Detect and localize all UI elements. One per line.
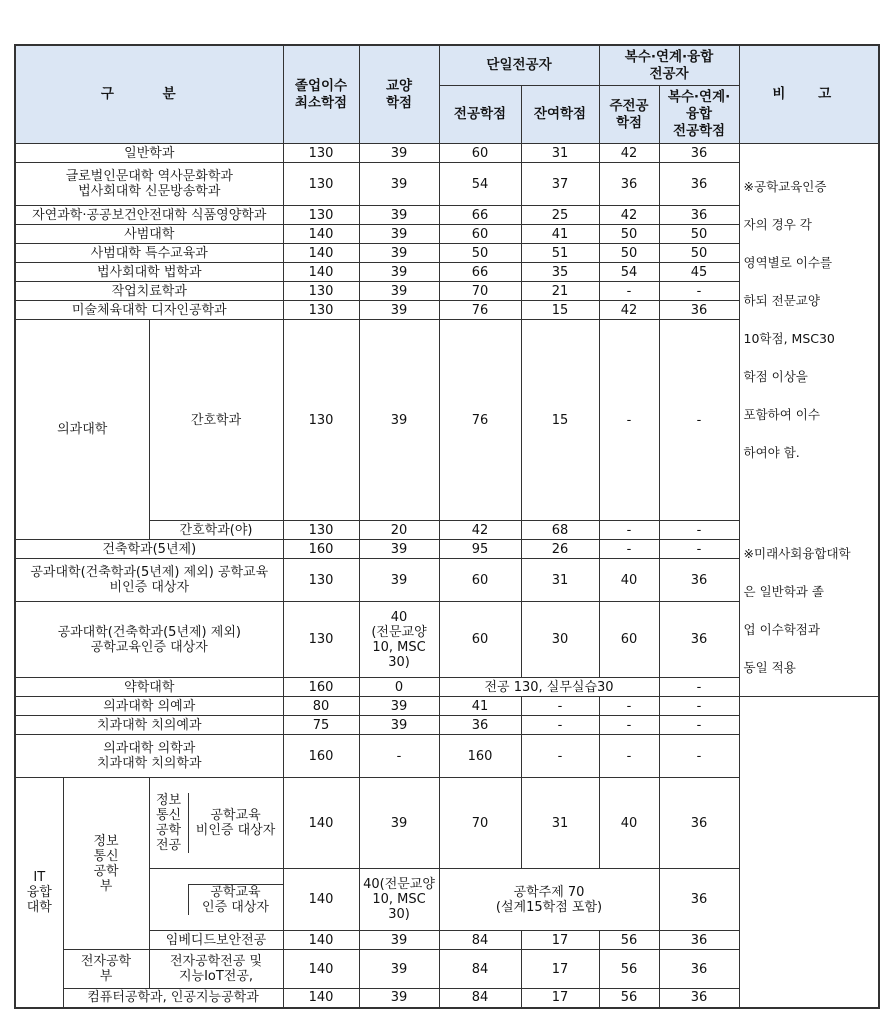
grad-credit: 75	[283, 716, 359, 735]
multi-major-credit: 36	[659, 163, 739, 206]
remarks-empty-cell	[739, 697, 879, 1008]
multi-major-credit: 36	[659, 950, 739, 989]
liberal-credit: -	[359, 735, 439, 778]
row-label: 건축학과(5년제)	[15, 540, 283, 559]
division-label: 전자공학 부	[63, 950, 149, 989]
remaining-credit: 15	[521, 320, 599, 521]
main-major-credit: -	[599, 540, 659, 559]
remaining-credit: -	[521, 716, 599, 735]
remaining-credit: 15	[521, 301, 599, 320]
multi-major-credit: -	[659, 540, 739, 559]
multi-major-credit: -	[659, 735, 739, 778]
remaining-credit: 30	[521, 602, 599, 678]
grad-credit: 140	[283, 989, 359, 1008]
main-major-credit: 50	[599, 244, 659, 263]
grad-credit: 160	[283, 540, 359, 559]
header-remark: 비 고	[739, 45, 879, 144]
row-label: 의과대학 의예과	[15, 697, 283, 716]
multi-major-credit: 36	[659, 602, 739, 678]
note-line: 업 이수학점과	[743, 622, 820, 637]
major-credit: 36	[439, 716, 521, 735]
grad-credit: 140	[283, 778, 359, 869]
remarks-cell	[739, 144, 879, 697]
note-line: 하되 전문교양	[743, 293, 820, 308]
remaining-credit: 68	[521, 521, 599, 540]
grad-credit: 130	[283, 301, 359, 320]
main-major-credit: 60	[599, 602, 659, 678]
liberal-credit: 40 (전문교양 10, MSC 30)	[359, 602, 439, 678]
remaining-credit: 17	[521, 950, 599, 989]
main-major-credit: -	[599, 521, 659, 540]
remaining-credit: 37	[521, 163, 599, 206]
note-line: 포함하여 이수	[743, 407, 820, 422]
main-major-credit: 50	[599, 225, 659, 244]
row-label: 전자공학전공 및 지능IoT전공,	[149, 950, 283, 989]
grad-credit: 140	[283, 869, 359, 931]
note-line: ※미래사회융합대학	[743, 546, 851, 561]
row-label: 약학대학	[15, 678, 283, 697]
liberal-credit: 40(전문교양 10, MSC 30)	[359, 869, 439, 931]
multi-major-credit: -	[659, 282, 739, 301]
row-label: 글로벌인문대학 역사문화학과 법사회대학 신문방송학과	[15, 163, 283, 206]
multi-major-credit: -	[659, 697, 739, 716]
major-credit: 66	[439, 206, 521, 225]
main-major-credit: 42	[599, 206, 659, 225]
major-label-continued	[150, 884, 189, 915]
liberal-credit: 39	[359, 225, 439, 244]
grad-credit: 160	[283, 735, 359, 778]
merged-credit: 전공 130, 실무실습30	[439, 678, 659, 697]
liberal-credit: 39	[359, 263, 439, 282]
major-credit: 95	[439, 540, 521, 559]
major-credit: 160	[439, 735, 521, 778]
header-category: 구 분	[15, 45, 283, 144]
grad-credit: 130	[283, 602, 359, 678]
grad-credit: 160	[283, 678, 359, 697]
major-credit: 42	[439, 521, 521, 540]
multi-major-credit: -	[659, 320, 739, 521]
row-label: 자연과학·공공보건안전대학 식품영양학과	[15, 206, 283, 225]
row-label: 치과대학 치의예과	[15, 716, 283, 735]
grad-credit: 130	[283, 559, 359, 602]
liberal-credit: 0	[359, 678, 439, 697]
row-label: 의과대학 의학과 치과대학 치의학과	[15, 735, 283, 778]
main-major-credit: 56	[599, 950, 659, 989]
liberal-credit: 39	[359, 559, 439, 602]
grad-credit: 140	[283, 263, 359, 282]
remaining-credit: 25	[521, 206, 599, 225]
liberal-credit: 20	[359, 521, 439, 540]
header-major-credits: 전공학점	[439, 86, 521, 144]
major-credit: 60	[439, 225, 521, 244]
liberal-credit: 39	[359, 716, 439, 735]
header-multi-major: 복수·연계·융합 전공자	[599, 45, 739, 86]
remaining-credit: 35	[521, 263, 599, 282]
main-major-credit: -	[599, 320, 659, 521]
remaining-credit: 41	[521, 225, 599, 244]
multi-major-credit: 36	[659, 869, 739, 931]
row-label: 간호학과	[149, 320, 283, 521]
note-line: 학점 이상을	[743, 369, 808, 384]
remaining-credit: 21	[521, 282, 599, 301]
merged-credit: 공학주제 70 (설계15학점 포함)	[439, 869, 659, 931]
multi-major-credit: -	[659, 521, 739, 540]
table-row	[15, 697, 879, 716]
major-credit: 60	[439, 559, 521, 602]
major-credit: 84	[439, 931, 521, 950]
major-credit: 41	[439, 697, 521, 716]
grad-credit: 130	[283, 521, 359, 540]
row-label: 일반학과	[15, 144, 283, 163]
multi-major-credit: 45	[659, 263, 739, 282]
row-label: 법사회대학 법학과	[15, 263, 283, 282]
remaining-credit: 17	[521, 989, 599, 1008]
liberal-credit: 39	[359, 989, 439, 1008]
liberal-credit: 39	[359, 778, 439, 869]
row-label: 임베디드보안전공	[149, 931, 283, 950]
row-label: 공과대학(건축학과(5년제) 제외) 공학교육인증 대상자	[15, 602, 283, 678]
remaining-credit: -	[521, 735, 599, 778]
remaining-credit: 26	[521, 540, 599, 559]
row-label: 공학교육 비인증 대상자	[195, 808, 276, 838]
college-label: 의과대학	[15, 320, 149, 540]
main-major-credit: 40	[599, 559, 659, 602]
major-credit: 84	[439, 989, 521, 1008]
grad-credit: 130	[283, 320, 359, 521]
header-remaining-credits: 잔여학점	[521, 86, 599, 144]
liberal-credit: 39	[359, 697, 439, 716]
multi-major-credit: 36	[659, 989, 739, 1008]
row-label: 사범대학	[15, 225, 283, 244]
major-credit: 76	[439, 301, 521, 320]
multi-major-credit: 36	[659, 778, 739, 869]
grad-credit: 130	[283, 163, 359, 206]
multi-major-credit: -	[659, 678, 739, 697]
remaining-credit: 31	[521, 778, 599, 869]
major-credit: 70	[439, 778, 521, 869]
row-label: 공학교육 인증 대상자	[189, 884, 283, 915]
main-major-credit: 56	[599, 989, 659, 1008]
main-major-credit: -	[599, 716, 659, 735]
liberal-credit: 39	[359, 144, 439, 163]
main-major-credit: 42	[599, 144, 659, 163]
major-credit: 84	[439, 950, 521, 989]
header-multi-major-credits: 복수·연계· 융합 전공학점	[659, 86, 739, 144]
multi-major-credit: 50	[659, 225, 739, 244]
header-single-major: 단일전공자	[439, 45, 599, 86]
main-major-credit: -	[599, 697, 659, 716]
major-credit: 66	[439, 263, 521, 282]
row-label: 사범대학 특수교육과	[15, 244, 283, 263]
table-row	[15, 144, 879, 163]
major-credit: 54	[439, 163, 521, 206]
main-major-credit: -	[599, 735, 659, 778]
note-line: ※공학교육인증	[743, 179, 827, 194]
grad-credit: 140	[283, 931, 359, 950]
grad-credit: 130	[283, 206, 359, 225]
row-label: 작업치료학과	[15, 282, 283, 301]
remaining-credit: 17	[521, 931, 599, 950]
major-credit: 60	[439, 144, 521, 163]
multi-major-credit: 36	[659, 301, 739, 320]
liberal-credit: 39	[359, 301, 439, 320]
multi-major-credit: 36	[659, 144, 739, 163]
row-label: 간호학과(야)	[149, 521, 283, 540]
main-major-credit: -	[599, 282, 659, 301]
remaining-credit: 31	[521, 559, 599, 602]
grad-credit: 140	[283, 244, 359, 263]
major-credit: 70	[439, 282, 521, 301]
main-major-credit: 40	[599, 778, 659, 869]
header-main-major-credits: 주전공 학점	[599, 86, 659, 144]
college-label: IT 융합 대학	[15, 778, 63, 1008]
liberal-credit: 39	[359, 206, 439, 225]
grad-credit: 140	[283, 225, 359, 244]
division-label: 정보 통신 공학 부	[63, 778, 149, 950]
header-grad-min: 졸업이수 최소학점	[283, 45, 359, 144]
note-line: 자의 경우 각	[743, 217, 812, 232]
major-credit: 50	[439, 244, 521, 263]
grad-credit: 140	[283, 950, 359, 989]
main-major-credit: 36	[599, 163, 659, 206]
liberal-credit: 39	[359, 244, 439, 263]
remaining-credit: 51	[521, 244, 599, 263]
grad-credit: 130	[283, 282, 359, 301]
major-label: 정보 통신 공학 전공	[150, 793, 189, 853]
multi-major-credit: 36	[659, 931, 739, 950]
sub-label-cell	[149, 778, 283, 869]
sub-label-cell	[149, 869, 283, 931]
note-line: 은 일반학과 졸	[743, 584, 824, 599]
grad-credit: 80	[283, 697, 359, 716]
liberal-credit: 39	[359, 950, 439, 989]
header-liberal: 교양 학점	[359, 45, 439, 144]
multi-major-credit: -	[659, 716, 739, 735]
grad-credit: 130	[283, 144, 359, 163]
note-line: 동일 적용	[743, 660, 796, 675]
liberal-credit: 39	[359, 931, 439, 950]
main-major-credit: 42	[599, 301, 659, 320]
main-major-credit: 54	[599, 263, 659, 282]
note-line: 영역별로 이수를	[743, 255, 833, 270]
remaining-credit: 31	[521, 144, 599, 163]
liberal-credit: 39	[359, 320, 439, 521]
liberal-credit: 39	[359, 540, 439, 559]
multi-major-credit: 36	[659, 559, 739, 602]
multi-major-credit: 36	[659, 206, 739, 225]
graduation-credits-table	[14, 44, 880, 1009]
main-major-credit: 56	[599, 931, 659, 950]
multi-major-credit: 50	[659, 244, 739, 263]
major-credit: 76	[439, 320, 521, 521]
remaining-credit: -	[521, 697, 599, 716]
note-line: 10학점, MSC30	[743, 331, 835, 346]
row-label: 공과대학(건축학과(5년제) 제외) 공학교육 비인증 대상자	[15, 559, 283, 602]
major-credit: 60	[439, 602, 521, 678]
row-label: 미술체육대학 디자인공학과	[15, 301, 283, 320]
row-label: 컴퓨터공학과, 인공지능공학과	[63, 989, 283, 1008]
liberal-credit: 39	[359, 282, 439, 301]
liberal-credit: 39	[359, 163, 439, 206]
note-line: 하여야 함.	[743, 445, 800, 460]
